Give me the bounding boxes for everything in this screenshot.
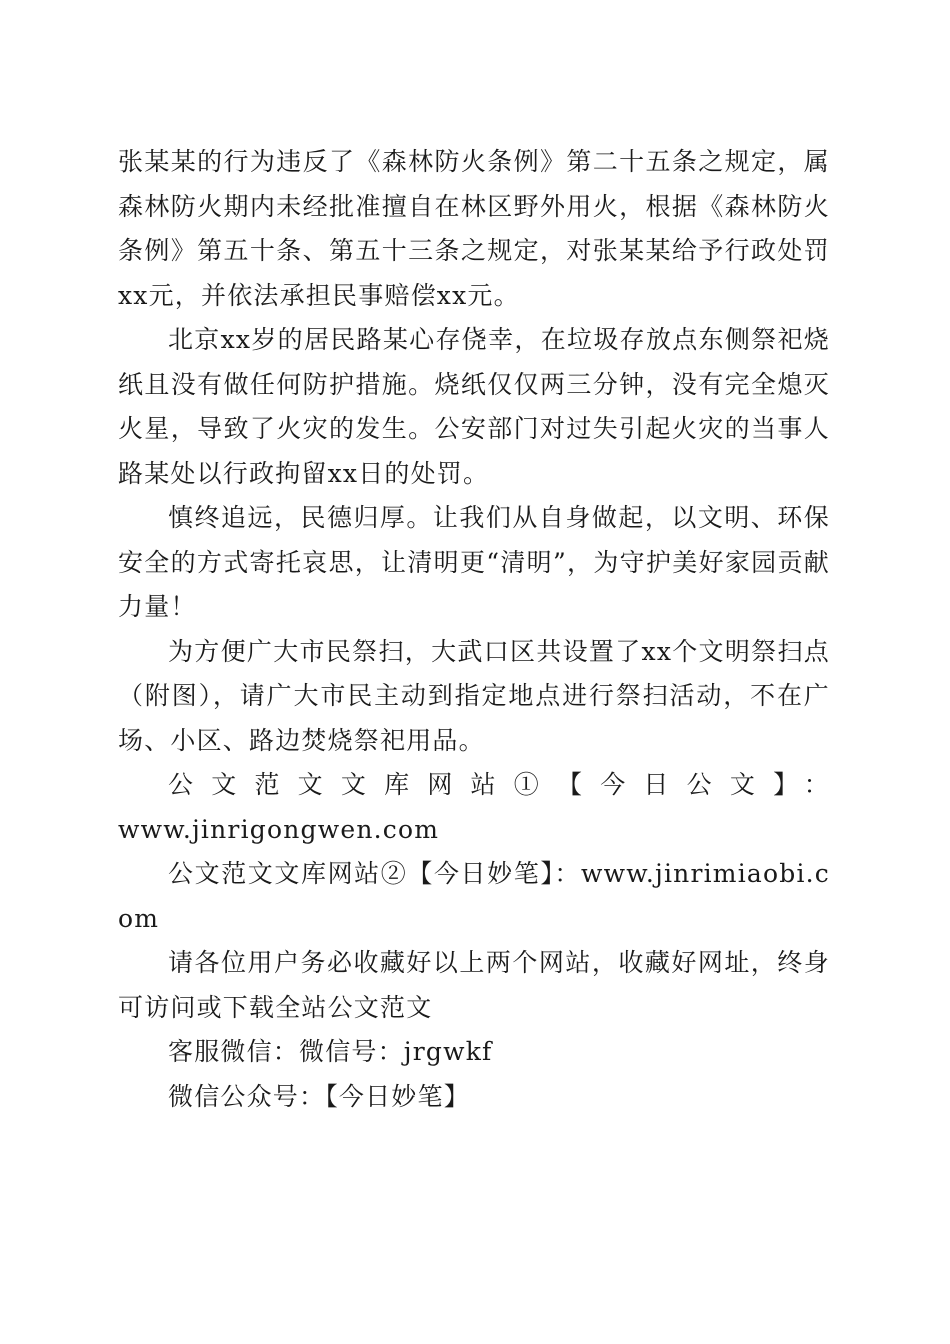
paragraph-civilized-mourning: 慎终追远，民德归厚。让我们从自身做起，以文明、环保安全的方式寄托哀思，让清明更“清明”，为守护美好家园贡献力量！ bbox=[118, 503, 830, 621]
paragraph-website-1-label: 公文范文文库网站①【今日公文】： bbox=[168, 770, 830, 799]
paragraph-fire-case-beijing: 北京xx岁的居民路某心存侥幸，在垃圾存放点东侧祭祀烧纸且没有做任何防护措施。烧纸仅仅两三分钟，没有完全熄灭火星，导致了火灾的发生。公安部门对过失引起火灾的当事人路某处以行政拘留xx日的处罚。 bbox=[118, 325, 830, 488]
paragraph-website-1-url: www.jinrigongwen.com bbox=[118, 814, 440, 844]
paragraph-service-wechat: 客服微信：微信号：jrgwkf bbox=[168, 1037, 493, 1066]
paragraph-official-account: 微信公众号：【今日妙笔】 bbox=[168, 1081, 470, 1111]
paragraph-mourning-sites: 为方便广大市民祭扫，大武口区共设置了xx个文明祭扫点（附图），请广大市民主动到指定地点进行祭扫活动，不在广场、小区、路边焚烧祭祀用品。 bbox=[118, 636, 830, 755]
paragraph-bookmark-notice: 请各位用户务必收藏好以上两个网站，收藏好网址，终身可访问或下载全站公文范文 bbox=[118, 948, 830, 1022]
paragraph-penalty-zhang: 张某某的行为违反了《森林防火条例》第二十五条之规定，属森林防火期内未经批准擅自在林区野外用火，根据《森林防火条例》第五十条、第五十三条之规定，对张某某给予行政处罚xx元，并依法承担民事赔偿xx元。 bbox=[118, 147, 830, 310]
document-page bbox=[118, 140, 830, 1119]
paragraph-website-2: 公文范文文库网站②【今日妙笔】：www.jinrimiaobi.com bbox=[118, 859, 830, 933]
